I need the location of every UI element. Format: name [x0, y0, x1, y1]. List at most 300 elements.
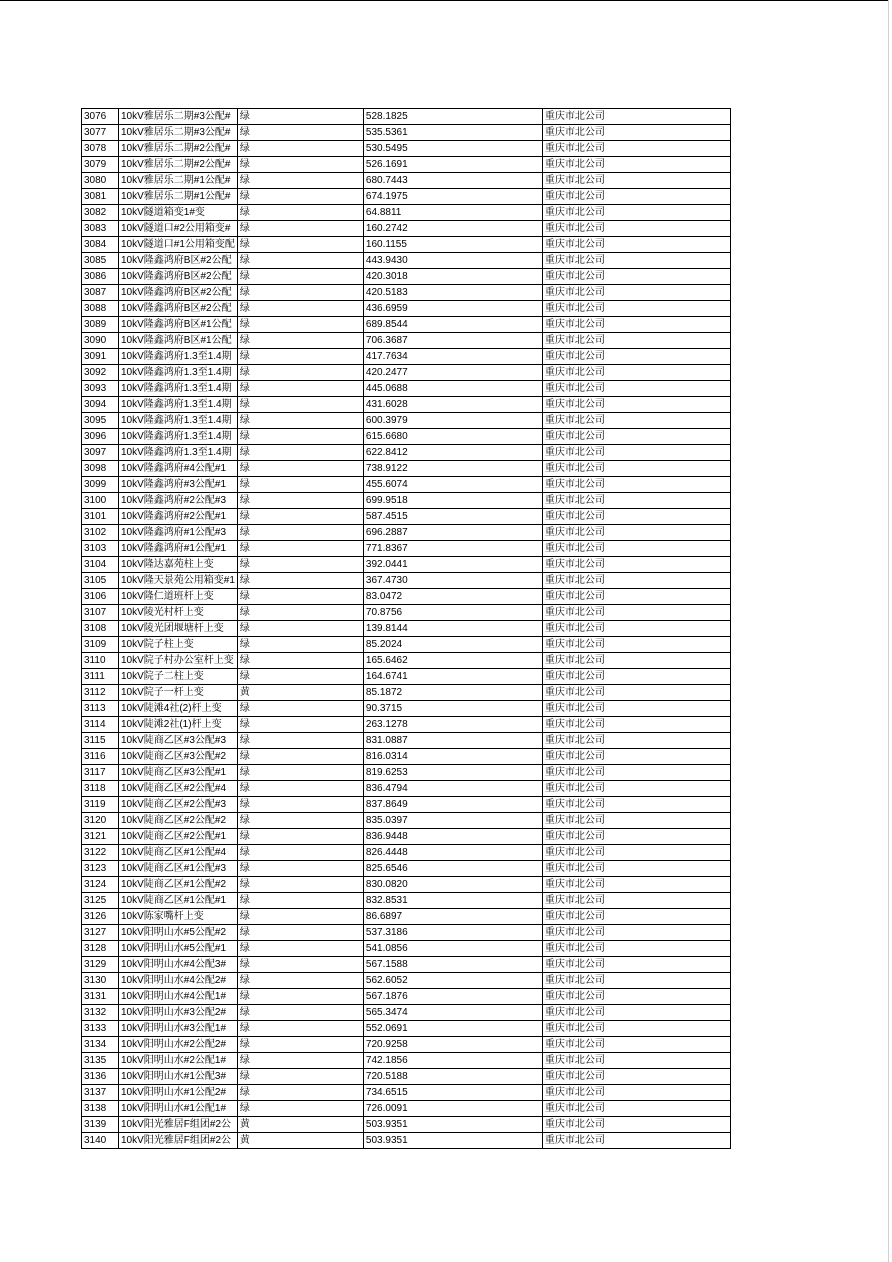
transformer-name-cell: 10kV陡商乙区#2公配#2 [119, 813, 238, 829]
value-cell: 530.5495 [363, 141, 542, 157]
value-cell: 720.9258 [363, 1037, 542, 1053]
transformer-name-cell: 10kV阳明山水#2公配1# [119, 1053, 238, 1069]
table-row [82, 749, 731, 765]
table-row [82, 173, 731, 189]
value-cell: 64.8811 [363, 205, 542, 221]
table-row [82, 525, 731, 541]
row-id-cell: 3102 [82, 525, 119, 541]
company-cell: 重庆市北公司 [542, 1117, 730, 1133]
row-id-cell: 3122 [82, 845, 119, 861]
transformer-name-cell: 10kV隆鑫鸿府#2公配#1 [119, 509, 238, 525]
status-cell: 绿 [237, 621, 363, 637]
value-cell: 160.2742 [363, 221, 542, 237]
value-cell: 600.3979 [363, 413, 542, 429]
transformer-name-cell: 10kV院子村办公室杆上变 [119, 653, 238, 669]
status-cell: 绿 [237, 909, 363, 925]
table-body [82, 109, 731, 1149]
transformer-name-cell: 10kV陡滩4社(2)杆上变 [119, 701, 238, 717]
table-row [82, 125, 731, 141]
company-cell: 重庆市北公司 [542, 669, 730, 685]
row-id-cell: 3085 [82, 253, 119, 269]
row-id-cell: 3117 [82, 765, 119, 781]
value-cell: 567.1876 [363, 989, 542, 1005]
table-row [82, 397, 731, 413]
table-row [82, 285, 731, 301]
table-row [82, 205, 731, 221]
company-cell: 重庆市北公司 [542, 781, 730, 797]
company-cell: 重庆市北公司 [542, 525, 730, 541]
status-cell: 绿 [237, 797, 363, 813]
table-row [82, 893, 731, 909]
value-cell: 535.5361 [363, 125, 542, 141]
table-row [82, 381, 731, 397]
value-cell: 86.6897 [363, 909, 542, 925]
value-cell: 503.9351 [363, 1133, 542, 1149]
transformer-name-cell: 10kV阳明山水#3公配2# [119, 1005, 238, 1021]
transformer-name-cell: 10kV阳明山水#4公配2# [119, 973, 238, 989]
company-cell: 重庆市北公司 [542, 205, 730, 221]
transformer-name-cell: 10kV陡商乙区#1公配#1 [119, 893, 238, 909]
company-cell: 重庆市北公司 [542, 1101, 730, 1117]
row-id-cell: 3132 [82, 1005, 119, 1021]
status-cell: 绿 [237, 813, 363, 829]
status-cell: 绿 [237, 365, 363, 381]
value-cell: 367.4730 [363, 573, 542, 589]
status-cell: 绿 [237, 589, 363, 605]
table-row [82, 829, 731, 845]
company-cell: 重庆市北公司 [542, 589, 730, 605]
transformer-name-cell: 10kV隆鑫鸿府1.3至1.4期 [119, 397, 238, 413]
table-row [82, 637, 731, 653]
transformer-name-cell: 10kV雅居乐二期#1公配# [119, 173, 238, 189]
transformer-name-cell: 10kV雅居乐二期#1公配# [119, 189, 238, 205]
row-id-cell: 3107 [82, 605, 119, 621]
row-id-cell: 3134 [82, 1037, 119, 1053]
row-id-cell: 3091 [82, 349, 119, 365]
value-cell: 420.2477 [363, 365, 542, 381]
transformer-name-cell: 10kV雅居乐二期#2公配# [119, 157, 238, 173]
transformer-name-cell: 10kV院子柱上变 [119, 637, 238, 653]
status-cell: 绿 [237, 605, 363, 621]
value-cell: 615.6680 [363, 429, 542, 445]
transformer-name-cell: 10kV阳明山水#1公配3# [119, 1069, 238, 1085]
status-cell: 绿 [237, 285, 363, 301]
row-id-cell: 3133 [82, 1021, 119, 1037]
row-id-cell: 3118 [82, 781, 119, 797]
company-cell: 重庆市北公司 [542, 141, 730, 157]
row-id-cell: 3076 [82, 109, 119, 125]
row-id-cell: 3081 [82, 189, 119, 205]
company-cell: 重庆市北公司 [542, 429, 730, 445]
status-cell: 绿 [237, 557, 363, 573]
value-cell: 541.0856 [363, 941, 542, 957]
company-cell: 重庆市北公司 [542, 621, 730, 637]
row-id-cell: 3086 [82, 269, 119, 285]
row-id-cell: 3127 [82, 925, 119, 941]
value-cell: 417.7634 [363, 349, 542, 365]
table-row [82, 605, 731, 621]
company-cell: 重庆市北公司 [542, 717, 730, 733]
status-cell: 绿 [237, 957, 363, 973]
value-cell: 139.8144 [363, 621, 542, 637]
value-cell: 392.0441 [363, 557, 542, 573]
company-cell: 重庆市北公司 [542, 189, 730, 205]
transformer-name-cell: 10kV阳光雅居F组团#2公 [119, 1117, 238, 1133]
status-cell: 绿 [237, 877, 363, 893]
status-cell: 绿 [237, 381, 363, 397]
row-id-cell: 3097 [82, 445, 119, 461]
status-cell: 绿 [237, 845, 363, 861]
company-cell: 重庆市北公司 [542, 893, 730, 909]
value-cell: 689.8544 [363, 317, 542, 333]
status-cell: 绿 [237, 477, 363, 493]
status-cell: 绿 [237, 701, 363, 717]
company-cell: 重庆市北公司 [542, 109, 730, 125]
status-cell: 绿 [237, 157, 363, 173]
transformer-name-cell: 10kV陵光团堰塘杆上变 [119, 621, 238, 637]
table-row [82, 877, 731, 893]
status-cell: 绿 [237, 653, 363, 669]
value-cell: 738.9122 [363, 461, 542, 477]
transformer-name-cell: 10kV隆鑫鸿府B区#2公配 [119, 301, 238, 317]
transformer-name-cell: 10kV陡商乙区#2公配#3 [119, 797, 238, 813]
row-id-cell: 3114 [82, 717, 119, 733]
row-id-cell: 3140 [82, 1133, 119, 1149]
table-row [82, 589, 731, 605]
row-id-cell: 3139 [82, 1117, 119, 1133]
status-cell: 黄 [237, 1133, 363, 1149]
table-row [82, 765, 731, 781]
transformer-name-cell: 10kV阳明山水#3公配1# [119, 1021, 238, 1037]
transformer-name-cell: 10kV雅居乐二期#3公配# [119, 109, 238, 125]
transformer-name-cell: 10kV陡商乙区#1公配#3 [119, 861, 238, 877]
status-cell: 绿 [237, 509, 363, 525]
status-cell: 绿 [237, 429, 363, 445]
table-row [82, 909, 731, 925]
transformer-name-cell: 10kV隆鑫鸿府1.3至1.4期 [119, 349, 238, 365]
table-row [82, 621, 731, 637]
table-row [82, 973, 731, 989]
company-cell: 重庆市北公司 [542, 685, 730, 701]
row-id-cell: 3121 [82, 829, 119, 845]
company-cell: 重庆市北公司 [542, 365, 730, 381]
value-cell: 562.6052 [363, 973, 542, 989]
value-cell: 70.8756 [363, 605, 542, 621]
company-cell: 重庆市北公司 [542, 733, 730, 749]
table-row [82, 813, 731, 829]
table-row [82, 1053, 731, 1069]
status-cell: 绿 [237, 781, 363, 797]
company-cell: 重庆市北公司 [542, 813, 730, 829]
transformer-name-cell: 10kV陡商乙区#3公配#1 [119, 765, 238, 781]
company-cell: 重庆市北公司 [542, 1133, 730, 1149]
value-cell: 263.1278 [363, 717, 542, 733]
value-cell: 443.9430 [363, 253, 542, 269]
row-id-cell: 3110 [82, 653, 119, 669]
company-cell: 重庆市北公司 [542, 317, 730, 333]
company-cell: 重庆市北公司 [542, 477, 730, 493]
row-id-cell: 3083 [82, 221, 119, 237]
company-cell: 重庆市北公司 [542, 1037, 730, 1053]
row-id-cell: 3077 [82, 125, 119, 141]
row-id-cell: 3099 [82, 477, 119, 493]
value-cell: 836.9448 [363, 829, 542, 845]
company-cell: 重庆市北公司 [542, 301, 730, 317]
value-cell: 587.4515 [363, 509, 542, 525]
transformer-name-cell: 10kV阳明山水#1公配1# [119, 1101, 238, 1117]
value-cell: 565.3474 [363, 1005, 542, 1021]
table-row [82, 653, 731, 669]
value-cell: 85.2024 [363, 637, 542, 653]
row-id-cell: 3078 [82, 141, 119, 157]
transformer-name-cell: 10kV隆鑫鸿府1.3至1.4期 [119, 381, 238, 397]
company-cell: 重庆市北公司 [542, 237, 730, 253]
row-id-cell: 3131 [82, 989, 119, 1005]
transformer-name-cell: 10kV隆鑫鸿府B区#2公配 [119, 285, 238, 301]
row-id-cell: 3080 [82, 173, 119, 189]
row-id-cell: 3124 [82, 877, 119, 893]
transformer-name-cell: 10kV隆鑫鸿府B区#2公配 [119, 269, 238, 285]
company-cell: 重庆市北公司 [542, 701, 730, 717]
company-cell: 重庆市北公司 [542, 461, 730, 477]
value-cell: 836.4794 [363, 781, 542, 797]
status-cell: 绿 [237, 749, 363, 765]
row-id-cell: 3125 [82, 893, 119, 909]
transformer-name-cell: 10kV隆鑫鸿府B区#1公配 [119, 333, 238, 349]
company-cell: 重庆市北公司 [542, 605, 730, 621]
status-cell: 绿 [237, 109, 363, 125]
company-cell: 重庆市北公司 [542, 973, 730, 989]
table-row [82, 237, 731, 253]
transformer-name-cell: 10kV阳明山水#5公配#1 [119, 941, 238, 957]
table-row [82, 957, 731, 973]
value-cell: 674.1975 [363, 189, 542, 205]
company-cell: 重庆市北公司 [542, 925, 730, 941]
transformer-name-cell: 10kV陵光村杆上变 [119, 605, 238, 621]
status-cell: 绿 [237, 941, 363, 957]
status-cell: 绿 [237, 765, 363, 781]
status-cell: 绿 [237, 493, 363, 509]
status-cell: 绿 [237, 717, 363, 733]
row-id-cell: 3126 [82, 909, 119, 925]
transformer-name-cell: 10kV陡商乙区#3公配#3 [119, 733, 238, 749]
status-cell: 绿 [237, 221, 363, 237]
row-id-cell: 3113 [82, 701, 119, 717]
table-row [82, 669, 731, 685]
company-cell: 重庆市北公司 [542, 397, 730, 413]
row-id-cell: 3104 [82, 557, 119, 573]
transformer-name-cell: 10kV陡商乙区#1公配#2 [119, 877, 238, 893]
company-cell: 重庆市北公司 [542, 1069, 730, 1085]
value-cell: 726.0091 [363, 1101, 542, 1117]
transformer-name-cell: 10kV阳光雅居F组团#2公 [119, 1133, 238, 1149]
table-row [82, 541, 731, 557]
company-cell: 重庆市北公司 [542, 349, 730, 365]
company-cell: 重庆市北公司 [542, 1021, 730, 1037]
transformer-name-cell: 10kV隆鑫鸿府1.3至1.4期 [119, 445, 238, 461]
transformer-name-cell: 10kV阳明山水#1公配2# [119, 1085, 238, 1101]
row-id-cell: 3130 [82, 973, 119, 989]
table-row [82, 557, 731, 573]
table-row [82, 189, 731, 205]
row-id-cell: 3084 [82, 237, 119, 253]
row-id-cell: 3136 [82, 1069, 119, 1085]
status-cell: 绿 [237, 541, 363, 557]
value-cell: 720.5188 [363, 1069, 542, 1085]
row-id-cell: 3089 [82, 317, 119, 333]
table-row [82, 989, 731, 1005]
transformer-name-cell: 10kV雅居乐二期#2公配# [119, 141, 238, 157]
status-cell: 绿 [237, 173, 363, 189]
value-cell: 734.6515 [363, 1085, 542, 1101]
company-cell: 重庆市北公司 [542, 957, 730, 973]
transformer-name-cell: 10kV隆天景苑公用箱变#1 [119, 573, 238, 589]
value-cell: 837.8649 [363, 797, 542, 813]
row-id-cell: 3105 [82, 573, 119, 589]
row-id-cell: 3103 [82, 541, 119, 557]
value-cell: 90.3715 [363, 701, 542, 717]
status-cell: 绿 [237, 333, 363, 349]
table-row [82, 141, 731, 157]
company-cell: 重庆市北公司 [542, 749, 730, 765]
company-cell: 重庆市北公司 [542, 285, 730, 301]
status-cell: 绿 [237, 973, 363, 989]
transformer-name-cell: 10kV陡商乙区#2公配#4 [119, 781, 238, 797]
row-id-cell: 3106 [82, 589, 119, 605]
company-cell: 重庆市北公司 [542, 989, 730, 1005]
company-cell: 重庆市北公司 [542, 221, 730, 237]
row-id-cell: 3087 [82, 285, 119, 301]
value-cell: 528.1825 [363, 109, 542, 125]
status-cell: 绿 [237, 301, 363, 317]
table-row [82, 925, 731, 941]
table-row [82, 733, 731, 749]
status-cell: 绿 [237, 525, 363, 541]
row-id-cell: 3112 [82, 685, 119, 701]
value-cell: 830.0820 [363, 877, 542, 893]
table-row [82, 573, 731, 589]
row-id-cell: 3115 [82, 733, 119, 749]
value-cell: 696.2887 [363, 525, 542, 541]
transformer-name-cell: 10kV阳明山水#4公配1# [119, 989, 238, 1005]
table-row [82, 797, 731, 813]
row-id-cell: 3116 [82, 749, 119, 765]
company-cell: 重庆市北公司 [542, 493, 730, 509]
row-id-cell: 3100 [82, 493, 119, 509]
company-cell: 重庆市北公司 [542, 173, 730, 189]
transformer-name-cell: 10kV陡滩2社(1)杆上变 [119, 717, 238, 733]
value-cell: 832.8531 [363, 893, 542, 909]
status-cell: 绿 [237, 669, 363, 685]
status-cell: 绿 [237, 349, 363, 365]
status-cell: 绿 [237, 1053, 363, 1069]
value-cell: 160.1155 [363, 237, 542, 253]
row-id-cell: 3098 [82, 461, 119, 477]
company-cell: 重庆市北公司 [542, 845, 730, 861]
value-cell: 825.6546 [363, 861, 542, 877]
transformer-name-cell: 10kV阳明山水#5公配#2 [119, 925, 238, 941]
value-cell: 826.4448 [363, 845, 542, 861]
status-cell: 黄 [237, 685, 363, 701]
table-row [82, 717, 731, 733]
value-cell: 819.6253 [363, 765, 542, 781]
status-cell: 黄 [237, 1117, 363, 1133]
status-cell: 绿 [237, 861, 363, 877]
status-cell: 绿 [237, 1005, 363, 1021]
table-row [82, 109, 731, 125]
value-cell: 164.6741 [363, 669, 542, 685]
transformer-name-cell: 10kV隧道箱变1#变 [119, 205, 238, 221]
table-row [82, 349, 731, 365]
status-cell: 绿 [237, 893, 363, 909]
company-cell: 重庆市北公司 [542, 1053, 730, 1069]
row-id-cell: 3082 [82, 205, 119, 221]
value-cell: 83.0472 [363, 589, 542, 605]
transformer-name-cell: 10kV陈家嘴杆上变 [119, 909, 238, 925]
transformer-name-cell: 10kV隆仁道班杆上变 [119, 589, 238, 605]
transformer-name-cell: 10kV隆鑫鸿府#1公配#3 [119, 525, 238, 541]
status-cell: 绿 [237, 1037, 363, 1053]
status-cell: 绿 [237, 637, 363, 653]
table-row [82, 429, 731, 445]
status-cell: 绿 [237, 237, 363, 253]
company-cell: 重庆市北公司 [542, 573, 730, 589]
table-row [82, 493, 731, 509]
row-id-cell: 3111 [82, 669, 119, 685]
transformer-name-cell: 10kV院子一杆上变 [119, 685, 238, 701]
transformer-name-cell: 10kV隆鑫鸿府#2公配#3 [119, 493, 238, 509]
company-cell: 重庆市北公司 [542, 413, 730, 429]
table-row [82, 1085, 731, 1101]
row-id-cell: 3129 [82, 957, 119, 973]
table-row [82, 365, 731, 381]
status-cell: 绿 [237, 269, 363, 285]
table-row [82, 685, 731, 701]
status-cell: 绿 [237, 189, 363, 205]
status-cell: 绿 [237, 989, 363, 1005]
value-cell: 455.6074 [363, 477, 542, 493]
company-cell: 重庆市北公司 [542, 1005, 730, 1021]
transformer-name-cell: 10kV陡商乙区#3公配#2 [119, 749, 238, 765]
row-id-cell: 3093 [82, 381, 119, 397]
table-row [82, 269, 731, 285]
company-cell: 重庆市北公司 [542, 1085, 730, 1101]
company-cell: 重庆市北公司 [542, 765, 730, 781]
row-id-cell: 3092 [82, 365, 119, 381]
table-row [82, 1005, 731, 1021]
company-cell: 重庆市北公司 [542, 381, 730, 397]
row-id-cell: 3128 [82, 941, 119, 957]
transformer-name-cell: 10kV隆鑫鸿府1.3至1.4期 [119, 429, 238, 445]
table-row [82, 1101, 731, 1117]
status-cell: 绿 [237, 829, 363, 845]
row-id-cell: 3119 [82, 797, 119, 813]
page-right-edge [888, 0, 889, 1262]
value-cell: 831.0887 [363, 733, 542, 749]
company-cell: 重庆市北公司 [542, 653, 730, 669]
value-cell: 526.1691 [363, 157, 542, 173]
value-cell: 503.9351 [363, 1117, 542, 1133]
row-id-cell: 3137 [82, 1085, 119, 1101]
transformer-name-cell: 10kV隆达嘉苑柱上变 [119, 557, 238, 573]
table-row [82, 1021, 731, 1037]
table-row [82, 317, 731, 333]
table-row [82, 157, 731, 173]
value-cell: 706.3687 [363, 333, 542, 349]
value-cell: 420.3018 [363, 269, 542, 285]
row-id-cell: 3088 [82, 301, 119, 317]
value-cell: 445.0688 [363, 381, 542, 397]
